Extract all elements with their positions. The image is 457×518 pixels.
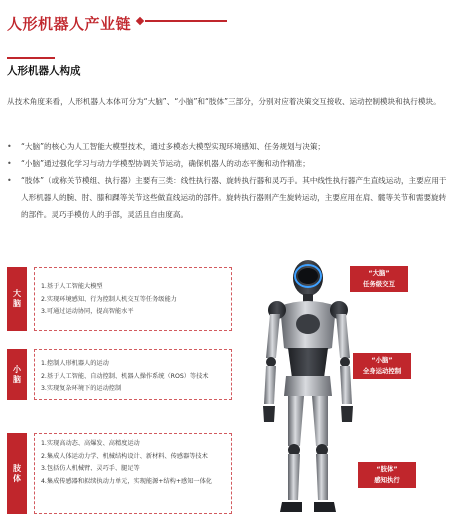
callout-subtitle: 全身运动控制	[362, 367, 402, 375]
tab-brain: 大脑	[7, 267, 27, 331]
intro-paragraph: 从技术角度来看，人形机器人本体可分为“大脑”、“小脑”和“肢体”三部分，分别对应着决策交互接收、运动控制模块和执行模块。	[7, 97, 441, 106]
section-heading: 人形机器人构成	[7, 65, 81, 77]
page-title: 人形机器人产业链	[7, 15, 132, 33]
panel-item: 1.实现高动态、高爆发、高精度运动	[41, 440, 140, 447]
panel-cerebellum	[34, 349, 232, 400]
callout-subtitle: 任务级交互	[363, 280, 395, 288]
callout-brain	[350, 266, 408, 292]
panel-item: 1.基于人工智能大模型	[41, 283, 103, 290]
title-rule	[145, 20, 227, 22]
panel-item: 3.可通过运动协同，提高智能水平	[41, 308, 134, 315]
title-rule-marker	[136, 17, 144, 25]
callout-title: “大脑”	[368, 269, 390, 277]
tab-limbs: 肢体	[7, 433, 27, 514]
callout-subtitle: 感知执行	[374, 476, 400, 484]
callout-limbs	[358, 462, 416, 488]
panel-item: 2.基于人工智能、自动控制、机器人操作系统（ROS）等技术	[41, 372, 209, 380]
bullet-list	[7, 138, 447, 223]
tab-cerebellum: 小脑	[7, 349, 27, 400]
panel-item: 3.包括仿人机械臂、灵巧手、腿足等	[41, 465, 140, 472]
callout-title: “肢体”	[376, 465, 398, 473]
panel-item: 4.集成传感器和拟续执动力单元，实现能源+结构+感知一体化	[41, 477, 212, 485]
callout-title: “小脑”	[371, 356, 393, 364]
bullet-brain: • “大脑”的核心为人工智能大模型技术，通过多模态大模型实现环境感知、任务规划与决策；	[7, 138, 447, 155]
humanoid-robot-illustration	[250, 256, 366, 518]
bullet-cerebellum: • “小脑”通过强化学习与动力学模型协调关节运动，确保机器人的动态平衡和动作精准；	[7, 155, 447, 172]
panel-item: 1.控制人形机器人的运动	[41, 360, 109, 367]
callout-cerebellum	[353, 353, 411, 379]
panel-limbs	[34, 433, 232, 514]
bullet-limbs: • “肢体”（或称关节模组、执行器）主要有三类：线性执行器、旋转执行器和灵巧手。其中线性执行器产生直线运动，主要应用于人形机器人的腕、肘、膝和踝等关节这些做直线运动的部件。旋转执行器则产生旋转运动，主要应用在肩、髋等关节和需要旋转的部件。灵巧手模仿人的手部，灵活且自由度高。	[7, 172, 447, 223]
panel-item: 3.实现复杂环境下的运动控制	[41, 385, 122, 392]
section-rule	[7, 57, 55, 59]
panel-brain	[34, 267, 232, 331]
panel-item: 2.集成人体运动力学、机械结构设计、新材料、传感器等技术	[41, 452, 208, 460]
panel-item: 2.实现环境感知、行为控制人机交互等任务级能力	[41, 295, 177, 303]
